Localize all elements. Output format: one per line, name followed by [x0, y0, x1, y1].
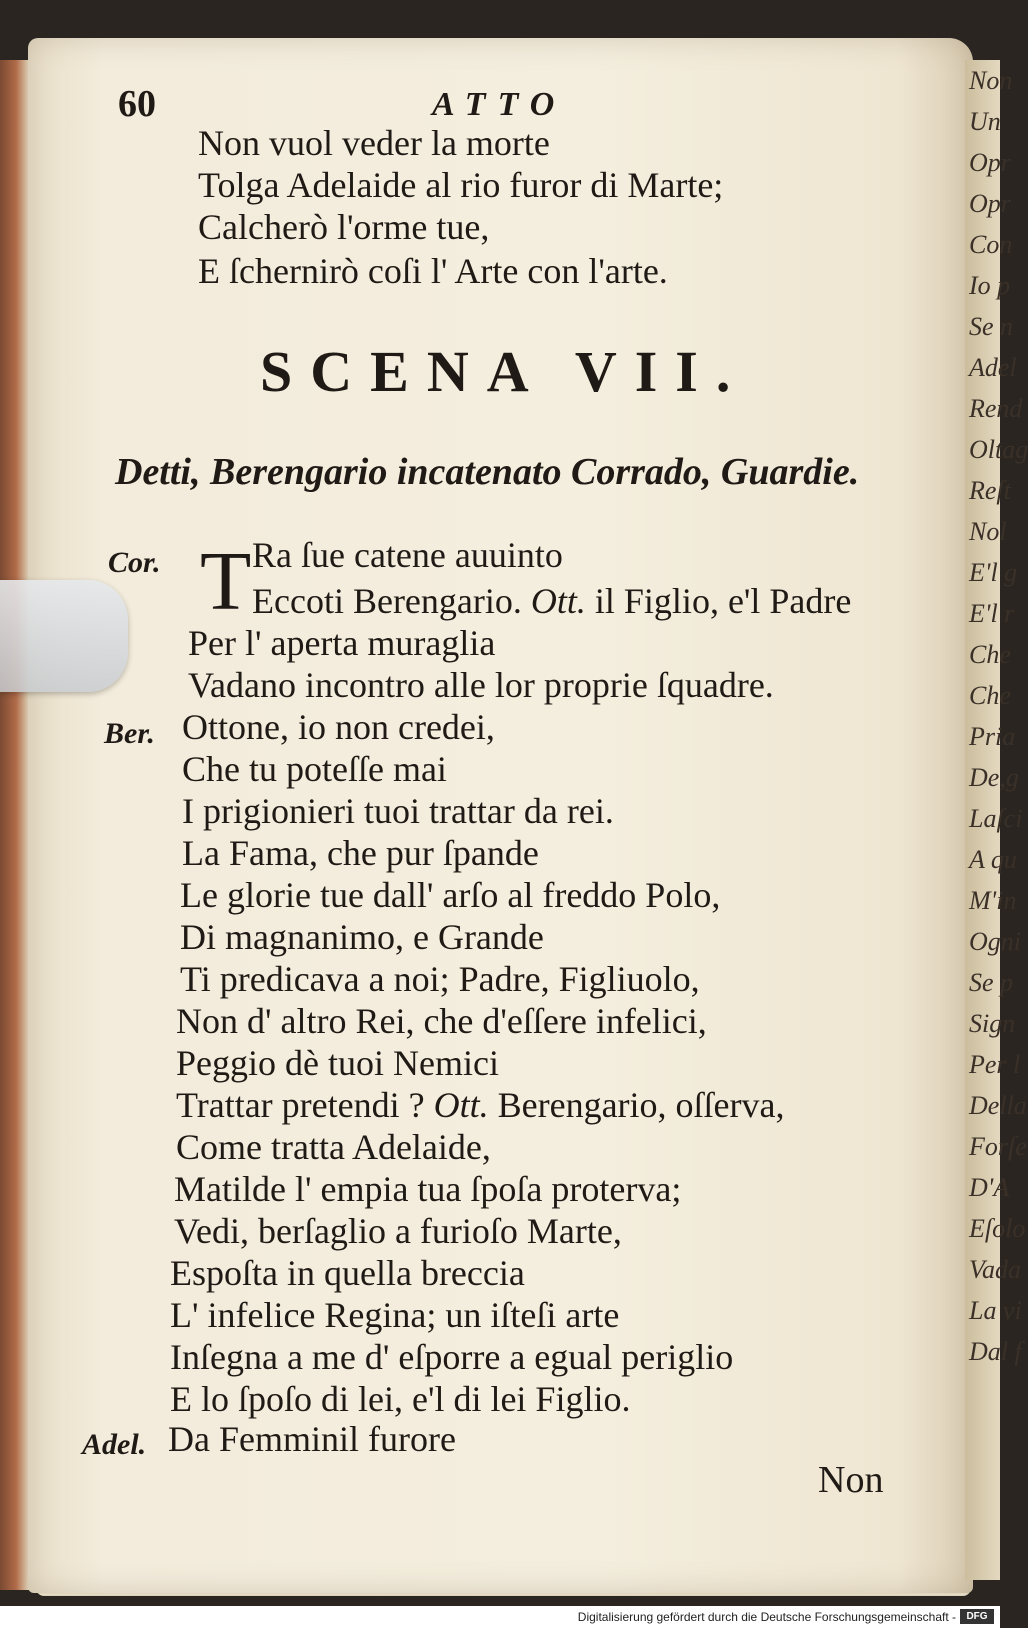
bookmark-tab	[0, 580, 128, 692]
next-page-fragment: Un	[969, 107, 1001, 136]
verse-line	[176, 1084, 784, 1126]
footer-bar	[0, 1606, 1000, 1628]
next-page-fragment: Per l	[969, 1050, 1021, 1079]
verse-line: Matilde l' empia tua ſpoſa proterva;	[174, 1169, 682, 1209]
verse-line: Calcherò l'orme tue,	[198, 207, 490, 247]
next-page-fragment: Reſt	[969, 476, 1011, 505]
verse-line: Da Femminil furore	[168, 1419, 456, 1459]
dfg-logo: DFG	[960, 1609, 994, 1624]
speaker-inline-ott: Ott.	[433, 1085, 489, 1125]
drop-cap: T	[200, 535, 252, 628]
next-page-strip	[965, 60, 1028, 1580]
verse-line: Ti predicava a noi; Padre, Figliuolo,	[180, 959, 700, 999]
next-page-fragment: Io p	[969, 271, 1011, 300]
verse-line: I prigionieri tuoi trattar da rei.	[182, 791, 614, 831]
next-page-fragment: D'A	[969, 1173, 1010, 1202]
verse-line: Vadano incontro alle lor proprie ſquadre.	[188, 665, 774, 705]
verse-line: Ottone, io non credei,	[182, 707, 495, 747]
verse-line: La Fama, che pur ſpande	[182, 833, 539, 873]
next-page-fragment: M'in	[969, 886, 1017, 915]
next-page-fragment: Ogni	[969, 927, 1021, 956]
speaker-adel: Adel.	[82, 1428, 147, 1461]
verse-line: Ra ſue catene auuinto	[252, 535, 563, 575]
next-page-fragment: Nol	[969, 517, 1007, 546]
verse-text: Eccoti Berengario.	[252, 581, 522, 621]
page-number: 60	[118, 83, 156, 125]
next-page-fragment: Che	[969, 681, 1011, 710]
next-page-fragment: Se p	[969, 968, 1014, 997]
next-page-fragment: Non	[969, 66, 1013, 95]
verse-text: il Figlio, e'l Padre	[594, 581, 852, 621]
next-page-fragment: A qu	[969, 845, 1017, 874]
verse-line: Vedi, berſaglio a furioſo Marte,	[174, 1211, 622, 1251]
speaker-inline-ott: Ott.	[530, 581, 586, 621]
verse-text: Trattar pretendi ?	[176, 1085, 425, 1125]
verse-line: Inſegna a me d' eſporre a egual periglio	[170, 1337, 734, 1377]
next-page-fragment: Se n	[969, 312, 1014, 341]
next-page-fragment: Forſe	[969, 1132, 1027, 1161]
running-title: ATTO	[432, 86, 567, 123]
verse-line: E ſchernirò coſi l' Arte con l'arte.	[198, 251, 668, 291]
speaker-ber: Ber.	[104, 717, 155, 750]
verse-line: Per l' aperta muraglia	[188, 623, 496, 663]
scene-title: SCENA VII.	[260, 339, 749, 404]
verse-line: Di magnanimo, e Grande	[180, 917, 544, 957]
next-page-fragment: Opr	[969, 189, 1011, 218]
verse-line: E lo ſpoſo di lei, e'l di lei Figlio.	[170, 1379, 631, 1419]
next-page-fragment: Che	[969, 640, 1011, 669]
footer-credit: Digitalisierung gefördert durch die Deutsche Forschungsgemeinschaft -	[577, 1610, 956, 1624]
verse-line: Le glorie tue dall' arſo al freddo Polo,	[180, 875, 721, 915]
next-page-fragment: E'l r	[969, 599, 1015, 628]
next-page-fragment: Vada	[969, 1255, 1021, 1284]
next-page-fragment: Pria	[969, 722, 1016, 751]
stage-direction: Detti, Berengario incatenato Corrado, Guardie.	[115, 451, 860, 493]
verse-text: Berengario, oſſerva,	[497, 1085, 785, 1125]
catchword: Non	[818, 1459, 884, 1501]
verse-line: L' infelice Regina; un iſteſi arte	[170, 1295, 620, 1335]
verse-line: Che tu poteſſe mai	[182, 749, 447, 789]
next-page-fragment: Opr	[969, 148, 1011, 177]
speaker-cor: Cor.	[108, 546, 161, 579]
verse-line	[252, 580, 851, 622]
verse-line: Espoſta in quella breccia	[170, 1253, 525, 1293]
verse-line: Peggio dè tuoi Nemici	[176, 1043, 499, 1083]
next-page-fragment: La vi	[969, 1296, 1022, 1325]
next-page-fragment: Oltag	[969, 435, 1028, 464]
next-page-fragment: E'l g	[969, 558, 1018, 587]
verse-line: Non vuol veder la morte	[198, 123, 550, 163]
next-page-fragment: Con	[969, 230, 1013, 259]
next-page-fragment: Dal f	[969, 1337, 1022, 1366]
verse-line: Non d' altro Rei, che d'eſſere infelici,	[176, 1001, 707, 1041]
next-page-fragment: Della	[969, 1091, 1027, 1120]
next-page-fragment: De,g	[969, 763, 1019, 792]
next-page-fragment: Adel	[969, 353, 1017, 382]
next-page-fragment: Rend	[969, 394, 1023, 423]
verse-line: Tolga Adelaide al rio furor di Marte;	[198, 165, 724, 205]
next-page-fragment: Laſci	[969, 804, 1023, 833]
next-page-fragment: Sign	[969, 1009, 1016, 1038]
next-page-fragment: Eſolo	[969, 1214, 1026, 1243]
verse-line: Come tratta Adelaide,	[176, 1127, 491, 1167]
